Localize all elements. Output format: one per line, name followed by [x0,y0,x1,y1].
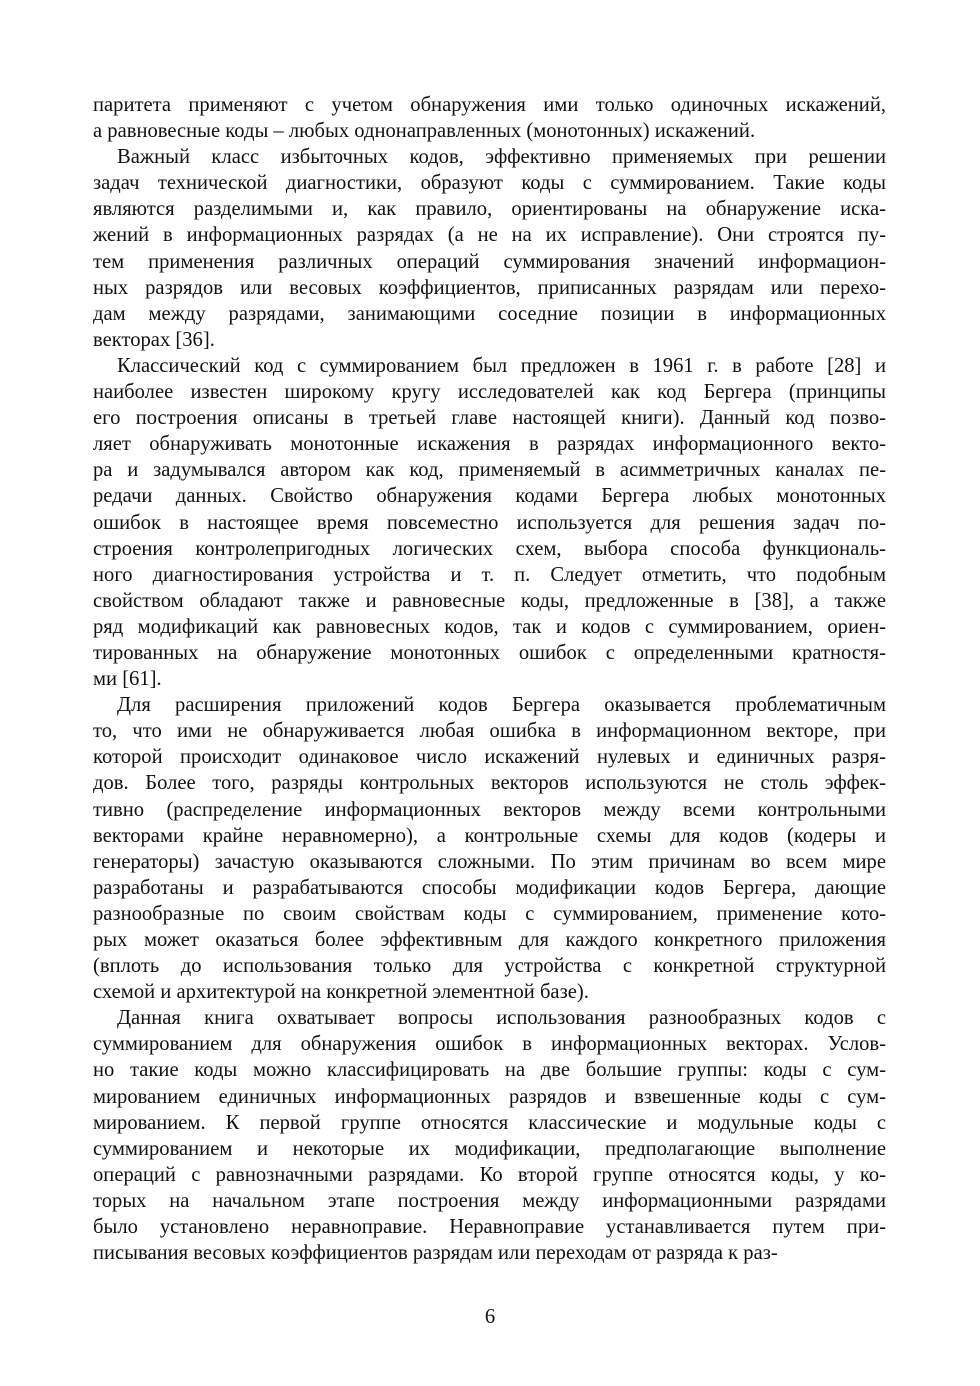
text-line: то, что ими не обнаруживается любая ошибка в информационном векторе, при [93,720,886,743]
paragraph [93,692,886,1005]
text-line: векторами крайне неравномерно), а контрольные схемы для кодов (кодеры и [93,824,886,847]
text-line: ных разрядов или весовых коэффициентов, приписанных разрядам или перехо- [93,276,886,299]
text-line: ра и задумывался автором как код, применяемый в асимметричных каналах пе- [93,459,886,482]
text-line: паритета применяют с учетом обнаружения ими только одиночных искажений, [93,94,886,116]
text-line: наиболее известен широкому кругу исследователей как код Бергера (принципы [93,381,886,404]
text-line: рых может оказаться более эффективным для каждого конкретного приложения [93,929,886,951]
text-line: писывания весовых коэффициентов разрядам или переходам от разряда к раз- [93,1242,778,1265]
text-line: являются разделимыми и, как правило, ориентированы на обнаружение иска- [93,198,886,221]
text-line: дов. Более того, разряды контрольных векторов используются не столь эффек- [93,772,886,795]
text-line: мированием единичных информационных разрядов и взвешенные коды с сум- [93,1085,886,1108]
text-line: тем применения различных операций суммирования значений информацион- [93,250,886,273]
text-line: было установлено неравноправие. Неравноправие устанавливается путем при- [93,1216,886,1239]
text-line: задач технической диагностики, образуют коды с суммированием. Такие коды [93,172,886,195]
page-number: 6 [484,1306,496,1328]
text-line: схемой и архитектурой на конкретной элементной базе). [93,981,589,1004]
paragraph [93,144,886,353]
paragraph [93,92,886,144]
text-line: (вплоть до использования только для устройства с конкретной структурной [93,955,886,978]
text-line: жений в информационных разрядах (а не на их исправление). Они строятся пу- [93,224,886,247]
text-line: Для расширения приложений кодов Бергера оказывается проблематичным [117,694,886,717]
text-line: векторах [36]. [93,328,215,351]
paragraph [93,353,886,692]
text-line: свойством обладают также и равновесные коды, предложенные в [38], а также [93,589,886,612]
text-line: а равновесные коды – любых однонаправленных (монотонных) искажений. [93,120,756,143]
text-line: тированных на обнаружение монотонных ошибок с определенными кратностя- [93,641,886,664]
body-text [93,92,886,1266]
text-line: суммированием и некоторые их модификации, предполагающие выполнение [93,1137,886,1160]
text-line: редачи данных. Свойство обнаружения кодами Бергера любых монотонных [93,485,886,508]
text-line: тивно (распределение информационных векторов между всеми контрольными [93,798,886,821]
text-line: операций с равнозначными разрядами. Ко второй группе относятся коды, у ко- [93,1163,886,1186]
text-line: генераторы) зачастую оказываются сложными. По этим причинам во всем мире [93,850,886,873]
text-line: ряд модификаций как равновесных кодов, так и кодов с суммированием, ориен- [93,615,886,638]
text-line: его построения описаны в третьей главе настоящей книги). Данный код позво- [93,407,886,430]
text-line: Классический код с суммированием был предложен в 1961 г. в работе [28] и [117,354,886,377]
text-line: которой происходит одинаковое число искажений нулевых и единичных разря- [93,746,886,769]
text-line: Важный класс избыточных кодов, эффективно применяемых при решении [117,146,886,169]
text-line: но такие коды можно классифицировать на две большие группы: коды с сум- [93,1059,886,1082]
text-line: ляет обнаруживать монотонные искажения в разрядах информационного векто- [93,433,886,456]
text-line: строения контролепригодных логических схем, выбора способа функциональ- [93,537,886,560]
text-line: дам между разрядами, занимающими соседние позиции в информационных [93,302,886,325]
text-line: торых на начальном этапе построения между информационными разрядами [93,1189,886,1212]
text-line: ми [61]. [93,668,162,691]
text-line: суммированием для обнаружения ошибок в информационных векторах. Услов- [93,1033,886,1056]
text-line: Данная книга охватывает вопросы использования разнообразных кодов с [117,1007,886,1030]
text-line: мированием. К первой группе относятся классические и модульные коды с [93,1111,886,1134]
text-line: ного диагностирования устройства и т. п. Следует отметить, что подобным [93,563,886,586]
text-line: разработаны и разрабатываются способы модификации кодов Бергера, дающие [93,876,886,899]
text-line: разнообразные по своим свойствам коды с суммированием, применение кото- [93,902,886,925]
text-line: ошибок в настоящее время повсеместно используется для решения задач по- [93,511,886,534]
paragraph [93,1005,886,1266]
